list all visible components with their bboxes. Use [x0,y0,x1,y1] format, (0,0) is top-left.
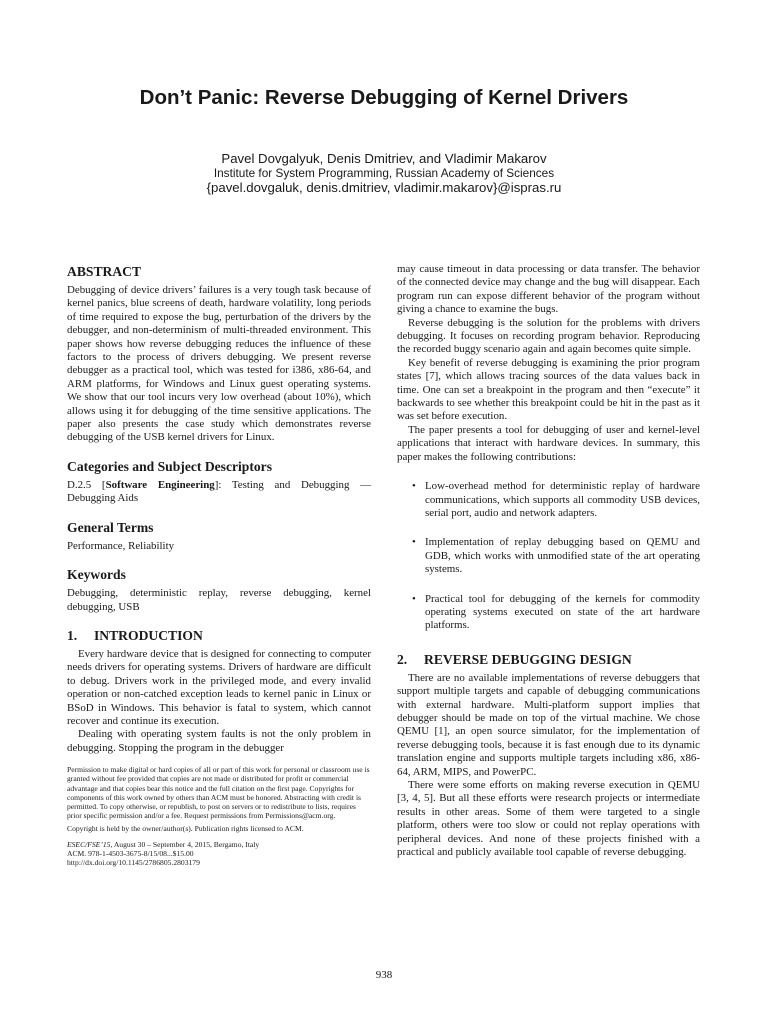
copyright-notice: Copyright is held by the owner/author(s). Publication rights licensed to ACM. [67,824,304,834]
section-2-paragraph-1: There are no available implementations of reverse debuggers that support multiple targets and capable of debugging communications with external hardware. Multi-platform support implies that debugger should be made on top of the virtual machine. We chose QEMU [1], an open source simulator, for the implementation of reverse debugging tools, because it is fast enough due to its dynamic translation engine and supports multiple targets including x86, x86-64, ARM, MIPS, and PowerPC. [397,671,700,778]
contribution-item [397,593,700,633]
conference-details: August 30 – September 4, 2015, Bergamo, Italy [112,839,260,849]
keywords-heading: Keywords [67,567,126,583]
bullet-icon: • [412,536,416,549]
conference-name: ESEC/FSE’15, [67,839,113,849]
right-paragraph-3: Key benefit of reverse debugging is examining the prior program states [7], which allows tracing sources of the data values back in time. One can set a breakpoint in the program and then “execute” it backwards to see whether this breakpoint could be hit in the past as it was set before execution. [397,356,700,423]
general-terms-text: Performance, Reliability [67,539,175,552]
intro-paragraph-1: Every hardware device that is designed for connecting to computer needs drivers for operating systems. Drivers of hardware are difficult to debug. Drivers work in the privileged mode, and every invalid operation or non-catched exception leads to kernel panic in Linux or BSoD in Windows. This behavior is fatal to system, which cannot recover and continue its execution. [67,647,371,727]
author-emails: {pavel.dovgaluk, denis.dmitriev, vladimir.makarov}@ispras.ru [206,180,562,195]
contribution-text: Implementation of replay debugging based on QEMU and GDB, which works with unmodified state of the art operating systems. [425,536,700,576]
bullet-icon: • [412,480,416,493]
introduction-heading [67,627,371,644]
section-2-number: 2. [397,651,408,667]
affiliation: Institute for System Programming, Russian Academy of Sciences [213,166,555,180]
left-column [67,263,371,867]
contribution-item [397,536,700,576]
section-2-paragraph-2: There were some efforts on making reverse execution in QEMU [3, 4, 5]. But all these efforts were research projects or intermediate results in other areas. Some of them were targeted to a single platform, others were too slow or could not replay operations with peripheral devices. And none of these projects finished with a practical and publicly available tool capable of reverse debugging. [397,779,700,859]
categories-text [67,479,371,506]
conference-info [67,840,371,868]
abstract-text: Debugging of device drivers’ failures is a very tough task because of kernel panics, blue screens of death, hardware volatility, long periods of time required to expose the bug, perturbation of the drivers by the debugger, and non-determinism of multi-threaded environment. This paper shows how reverse debugging reduces the influence of these factors to the process of drivers debugging. We present reverse debugger as a practical tool, which was tested for i386, x86-64, and ARM platforms, for Windows and Linux guest operating systems. We show that our tool incurs very low overhead (about 10%), which allows using it for debugging of the time sensitive applications. The paper also presents the case study which demonstrates reverse debugging of the USB kernel drivers for Linux. [67,284,371,444]
section-2-title: REVERSE DEBUGGING DESIGN [424,651,632,667]
section-2-heading [397,651,700,668]
right-paragraph-2: Reverse debugging is the solution for the problems with drivers debugging. It focuses on recording program behavior. Reproducing the recorded buggy scenario again and again becomes quite simple. [397,316,700,356]
conference-line [67,840,371,849]
keywords-text: Debugging, deterministic replay, reverse debugging, kernel debugging, USB [67,587,371,613]
right-paragraph-1: may cause timeout in data processing or data transfer. The behavior of the connected device may change and the bug will disappear. Each program run can expose different behavior of the program without giving a chance to examine the bugs. [397,263,700,316]
categories-code: D.2.5 [ [67,478,106,491]
paper-title: Don’t Panic: Reverse Debugging of Kernel Drivers [139,86,629,109]
bullet-icon: • [412,592,416,605]
categories-rest: ]: Testing and Debugging — Debugging Aids [67,478,372,505]
right-paragraph-4: The paper presents a tool for debugging of user and kernel-level applications that interact with hardware devices. In summary, this paper makes the following contributions: [397,423,700,463]
acm-isbn: ACM. 978-1-4503-3675-8/15/08...$15.00 [67,848,194,858]
abstract-heading: ABSTRACT [67,264,142,279]
permission-notice: Permission to make digital or hard copies of all or part of this work for personal or classroom use is granted without fee provided that copies are not made or distributed for profit or commercial advantage and that copies bear this notice and the full citation on the first page. Copyrights for components of this work owned by others than ACM must be honored. Abstracting with credit is permitted. To copy otherwise, or republish, to post on servers or to redistribute to lists, requires prior specific permission and/or a fee. Request permissions from Permissions@acm.org. [67,765,370,821]
contribution-text: Practical tool for debugging of the kernels for commodity operating systems executed on state of the art hardware platforms. [425,592,700,632]
page-number: 938 [375,969,393,981]
author-list: Pavel Dovgalyuk, Denis Dmitriev, and Vladimir Makarov [221,151,547,166]
categories-bold: Software Engineering [105,478,215,491]
doi-link: http://dx.doi.org/10.1145/2786805.2803179 [67,857,200,867]
contribution-text: Low-overhead method for deterministic replay of hardware communications, which supports all commodity USB devices, serial port, audio and network adapters. [425,480,700,519]
introduction-title: INTRODUCTION [94,627,203,643]
contribution-item [397,480,700,520]
introduction-number: 1. [67,627,78,643]
intro-paragraph-2: Dealing with operating system faults is not the only problem in debugging. Stopping the program in the debugger [67,728,371,754]
categories-heading: Categories and Subject Descriptors [67,458,273,474]
general-terms-heading: General Terms [67,519,154,535]
right-column [397,263,700,859]
contributions-list [397,480,700,633]
